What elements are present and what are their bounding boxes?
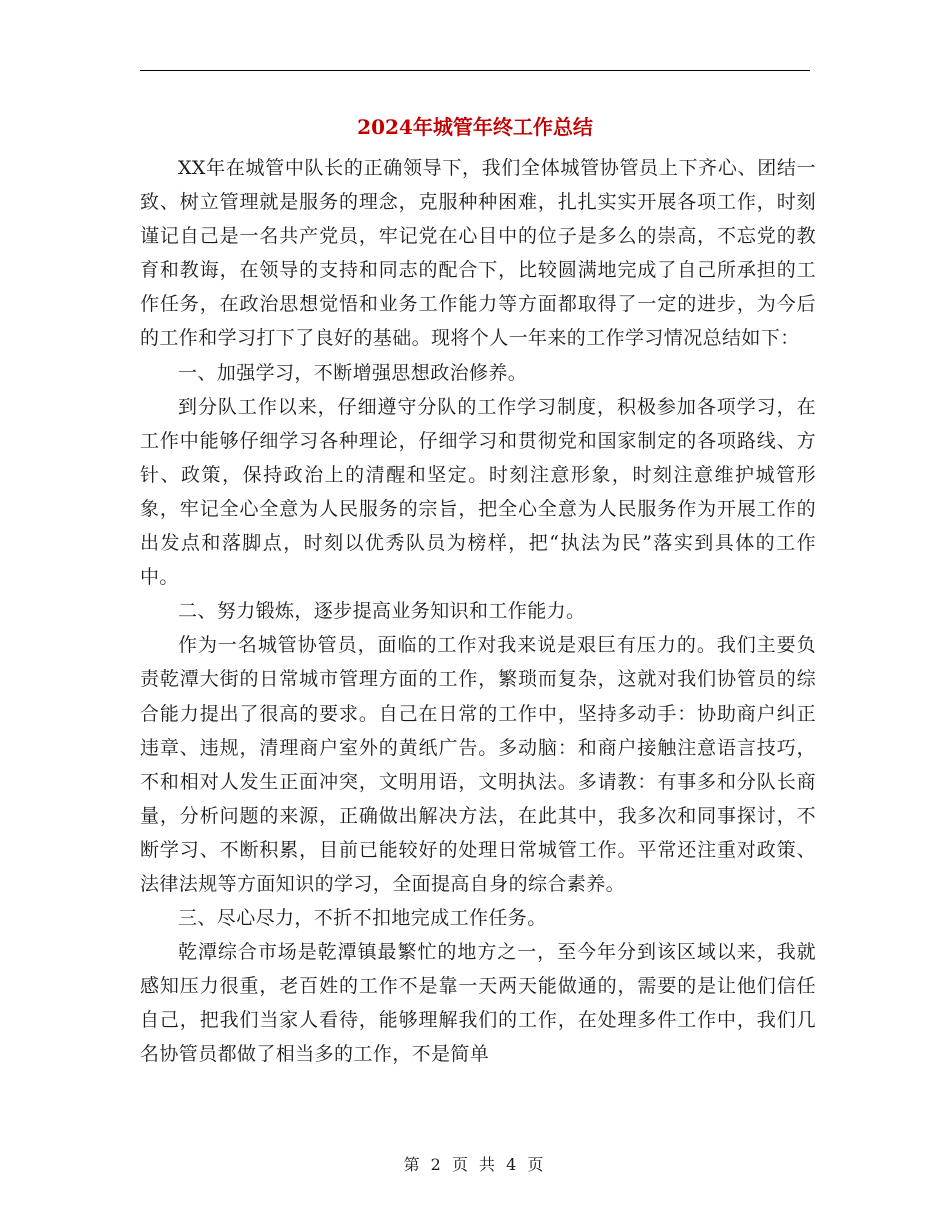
header-rule (140, 70, 810, 71)
section-heading-1: 一、加强学习，不断增强思想政治修养。 (178, 361, 528, 384)
section-heading-3: 三、尽心尽力，不折不扣地完成工作任务。 (178, 907, 547, 930)
section-paragraph-3: 乾潭综合市场是乾潭镇最繁忙的地方之一，至今年分到该区域以来，我就感知压力很重，老百姓的工作不是靠一天两天能做通的，需要的是让他们信任自己，把我们当家人看待，能够理解我们的工作，在处理多件工作中，我们几名协管员都做了相当多的工作，不是简单 (140, 941, 816, 1066)
section-paragraph-1: 到分队工作以来，仔细遵守分队的工作学习制度，积极参加各项学习，在工作中能够仔细学习各种理论，仔细学习和贯彻党和国家制定的各项路线、方针、政策，保持政治上的清醒和坚定。时刻注意形象，时刻注意维护城管形象，牢记全心全意为人民服务的宗旨，把全心全意为人民服务作为开展工作的出发点和落脚点，时刻以优秀队员为榜样，把“执法为民”落实到具体的工作中。 (140, 395, 816, 589)
page-number: 第 2 页 共 4 页 (403, 1155, 547, 1174)
section-paragraph-2: 作为一名城管协管员，面临的工作对我来说是艰巨有压力的。我们主要负责乾潭大街的日常城市管理方面的工作，繁琐而复杂，这就对我们协管员的综合能力提出了很高的要求。自己在日常的工作中，坚持多动手：协助商户纠正违章、违规，清理商户室外的黄纸广告。多动脑：和商户接触注意语言技巧，不和相对人发生正面冲突，文明用语，文明执法。多请教：有事多和分队长商量，分析问题的来源，正确做出解决方法，在此其中，我多次和同事探讨，不断学习、不断积累，目前已能较好的处理日常城管工作。平常还注重对政策、法律法规等方面知识的学习，全面提高自身的综合素养。 (140, 634, 816, 895)
intro-paragraph: XX年在城管中队长的正确领导下，我们全体城管协管员上下齐心、团结一致、树立管理就是服务的理念，克服种种困难，扎扎实实开展各项工作，时刻谨记自己是一名共产党员，牢记党在心目中的位子是多么的崇高，不忘党的教育和教诲，在领导的支持和同志的配合下，比较圆满地完成了自己所承担的工作任务，在政治思想觉悟和业务工作能力等方面都取得了一定的进步，为今后的工作和学习打下了良好的基础。现将个人一年来的工作学习情况总结如下： (140, 157, 816, 350)
section-heading-2: 二、努力锻炼，逐步提高业务知识和工作能力。 (178, 600, 586, 623)
document-body (140, 151, 816, 1072)
document-title: 2024年城管年终工作总结 (357, 115, 593, 139)
